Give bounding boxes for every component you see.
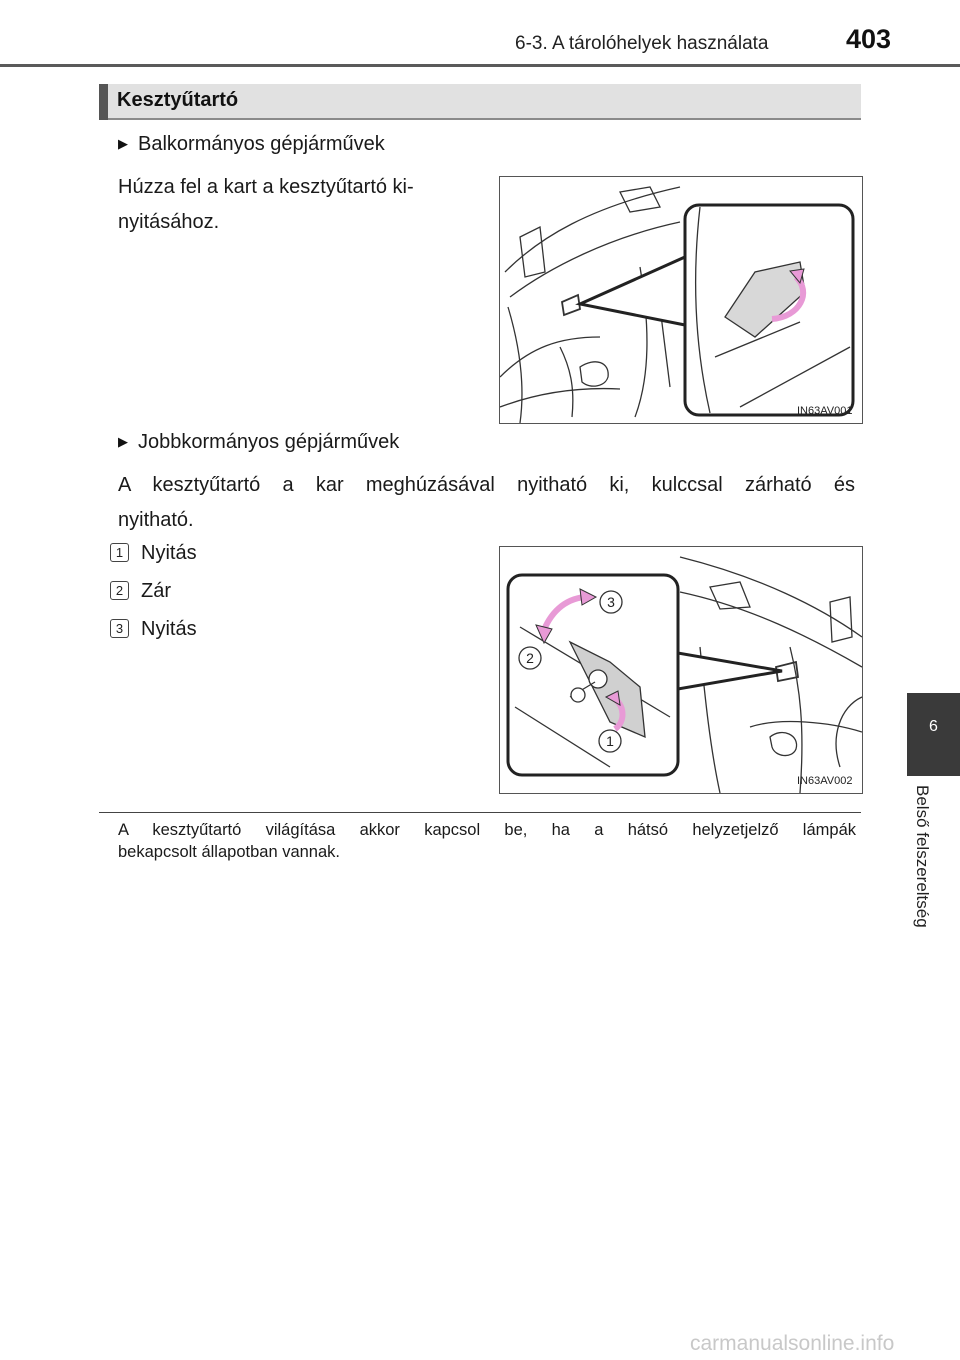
numbered-item bbox=[110, 542, 197, 565]
note-line: A kesztyűtartó világítása akkor kapcsol be, ha a hátsó helyzetjelző lámpák bbox=[118, 821, 856, 839]
note-text bbox=[118, 819, 856, 863]
page-number: 403 bbox=[846, 24, 892, 54]
item-label: Nyitás bbox=[141, 618, 197, 640]
bullet-left-hand-drive bbox=[118, 133, 385, 156]
header-divider bbox=[0, 64, 960, 67]
chapter-number: 6 bbox=[929, 718, 938, 735]
triangle-bullet-icon: ▶ bbox=[118, 434, 128, 449]
text-line: nyitásához. bbox=[118, 211, 220, 233]
figure-left-hand-glovebox bbox=[499, 176, 863, 424]
numbered-item bbox=[110, 618, 197, 641]
triangle-bullet-icon: ▶ bbox=[118, 136, 128, 151]
item-label: Zár bbox=[141, 580, 171, 602]
item-label: Nyitás bbox=[141, 542, 197, 564]
section-title: Kesztyűtartó bbox=[117, 89, 239, 111]
text-line: Húzza fel a kart a kesztyűtartó ki- bbox=[118, 176, 414, 198]
left-hand-instruction bbox=[118, 170, 478, 240]
figure-right-hand-glovebox bbox=[499, 546, 863, 794]
bullet-label: Balkormányos gépjárművek bbox=[138, 133, 385, 155]
figure-code: IN63AV001 bbox=[797, 405, 853, 417]
text-line: A kesztyűtartó a kar meghúzásával nyitható ki, kulccsal zárható és bbox=[118, 474, 855, 496]
bullet-right-hand-drive bbox=[118, 431, 399, 454]
glovebox-lock-illustration bbox=[500, 547, 862, 793]
callout-text-1: 1 bbox=[606, 733, 614, 749]
text-line: nyitható. bbox=[118, 509, 194, 531]
callout-text-2: 2 bbox=[526, 650, 534, 666]
bullet-label: Jobbkormányos gépjárművek bbox=[138, 431, 400, 453]
running-header: 6-3. A tárolóhelyek használata bbox=[515, 33, 769, 54]
chapter-label-text: Belső felszereltség bbox=[913, 785, 932, 928]
numbered-item bbox=[110, 580, 171, 603]
figure-code: IN63AV002 bbox=[797, 775, 853, 787]
watermark: carmanualsonline.info bbox=[690, 1332, 895, 1355]
chapter-tab[interactable] bbox=[907, 693, 960, 776]
chapter-label bbox=[912, 785, 942, 975]
callout-text-3: 3 bbox=[607, 594, 615, 610]
item-number-badge: 3 bbox=[110, 619, 129, 638]
note-divider bbox=[99, 812, 861, 813]
section-accent bbox=[99, 84, 108, 120]
item-number-badge: 1 bbox=[110, 543, 129, 562]
glovebox-illustration bbox=[500, 177, 862, 423]
section-heading-bar bbox=[99, 84, 861, 120]
note-line: bekapcsolt állapotban vannak. bbox=[118, 843, 340, 861]
item-number-badge: 2 bbox=[110, 581, 129, 600]
right-hand-instruction bbox=[118, 468, 855, 538]
